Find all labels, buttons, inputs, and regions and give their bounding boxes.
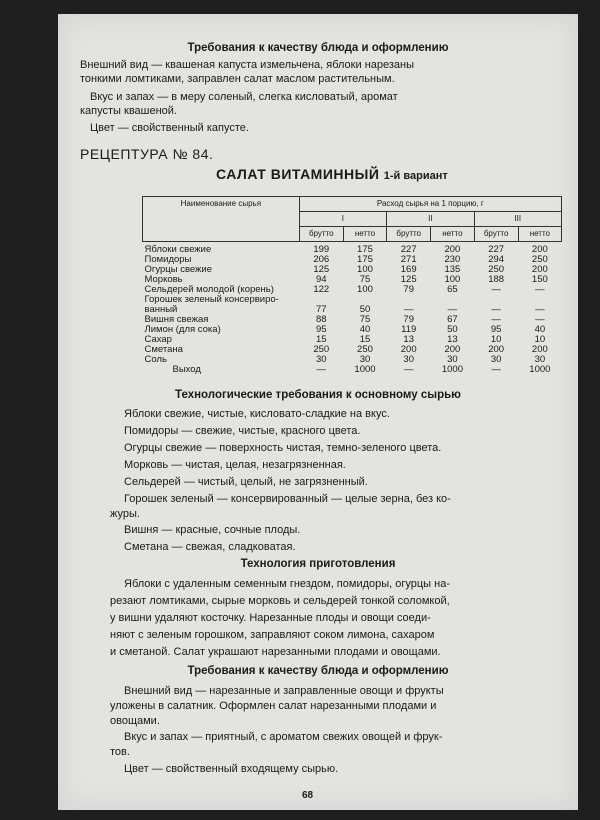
table-row: Морковь 94 75 125 100 188 150 (144, 274, 548, 285)
requirement-line: Вишня — красные, сочные плоды. (124, 524, 301, 536)
quality-line: тонкими ломтиками, заправлен салат маслом растительным. (80, 73, 395, 85)
table-body (143, 242, 562, 376)
technology-heading: Технология приготовления (240, 558, 396, 570)
net-header: нетто (343, 227, 386, 242)
technology-line: у вишни удаляют косточку. Нарезанные плоды и овощи соеди- (110, 612, 431, 624)
table-row: Сметана 250 250 200 200 200 200 (144, 344, 548, 355)
recipe-title-text: САЛАТ ВИТАМИННЫЙ (216, 166, 380, 182)
table-row: Лимон (для сока) 95 40 119 50 95 40 (144, 324, 546, 335)
requirement-line: Сметана — свежая, сладковатая. (124, 541, 296, 553)
recipe-variant: 1-й вариант (383, 170, 448, 182)
requirement-line: Сельдерей — чистый, целый, не загрязненный. (124, 476, 368, 488)
table-row: Огурцы свежие 125 100 169 135 250 200 (144, 264, 548, 275)
requirement-line: Огурцы свежие — поверхность чистая, темно-зеленого цвета. (124, 442, 442, 454)
net-header: нетто (518, 227, 561, 242)
recipe-number: РЕЦЕПТУРА № 84. (80, 146, 214, 162)
table-row: Сахар 15 15 13 13 10 10 (144, 334, 546, 345)
requirement-line: журы. (110, 508, 140, 520)
col-ingredient-name: Наименование сырья (143, 197, 300, 242)
col-consumption-group: Расход сырья на 1 порцию, г (299, 197, 561, 212)
table-row: Соль 30 30 30 30 30 30 (144, 354, 546, 365)
quality-line: капусты квашеной. (80, 105, 177, 117)
page-number: 68 (302, 790, 314, 801)
technology-line: Яблоки с удаленным семенным гнездом, помидоры, огурцы на- (124, 578, 451, 590)
quality-line: Вкус и запах — приятный, с ароматом свежих овощей и фрук- (124, 731, 443, 743)
quality-line: овощами. (110, 715, 160, 727)
quality-line: тов. (110, 746, 130, 758)
technology-line: резают ломтиками, сырые морковь и сельдерей тонкой соломкой, (110, 595, 450, 607)
requirement-line: Помидоры — свежие, чистые, красного цвета. (124, 425, 361, 437)
ingredients-table (142, 196, 562, 375)
technology-line: няют с зеленым горошком, заправляют соком лимона, сахаром (110, 629, 435, 641)
quality-heading-2: Требования к качеству блюда и оформлению (187, 665, 449, 677)
quality-line: Вкус и запах — в меру соленый, слегка кисловатый, аромат (90, 91, 398, 103)
gross-header: брутто (387, 227, 431, 242)
table-row: Вишня свежая 88 75 79 67 — — (144, 314, 545, 325)
technology-line: и сметаной. Салат украшают нарезанными плодами и овощами. (110, 646, 441, 658)
quality-line: Цвет — свойственный входящему сырью. (124, 763, 339, 775)
quality-line: Внешний вид — квашеная капуста измельчена, яблоки нарезаны (80, 59, 415, 71)
book-page (58, 14, 578, 810)
table-row: ванный 77 50 — — — — (144, 304, 545, 315)
variant-header: II (387, 212, 474, 227)
variant-header: III (474, 212, 561, 227)
quality-heading-1: Требования к качеству блюда и оформлению (187, 42, 449, 54)
net-header: нетто (431, 227, 474, 242)
variant-header: I (299, 212, 386, 227)
quality-line: Цвет — свойственный капусте. (90, 122, 249, 134)
quality-line: уложены в салатник. Оформлен салат нарезанными плодами и (110, 700, 437, 712)
gross-header: брутто (299, 227, 343, 242)
table-row: Горошек зеленый консервиро- (144, 294, 279, 305)
table-row: Сельдерей молодой (корень) 122 100 79 65 — — (144, 284, 545, 295)
table-row-output: Выход — 1000 — 1000 — 1000 (172, 364, 551, 375)
requirement-line: Горошек зеленый — консервированный — целые зерна, без ко- (124, 493, 451, 505)
recipe-title (216, 166, 448, 182)
table-row: Яблоки свежие 199 175 227 200 227 200 (144, 244, 548, 255)
requirement-line: Яблоки свежие, чистые, кисловато-сладкие на вкус. (124, 408, 390, 420)
gross-header: брутто (474, 227, 518, 242)
table-row: Помидоры 206 175 271 230 294 250 (144, 254, 548, 265)
raw-material-heading: Технологические требования к основному сырью (175, 389, 461, 401)
requirement-line: Морковь — чистая, целая, незагрязненная. (124, 459, 346, 471)
quality-line: Внешний вид — нарезанные и заправленные овощи и фрукты (124, 685, 444, 697)
